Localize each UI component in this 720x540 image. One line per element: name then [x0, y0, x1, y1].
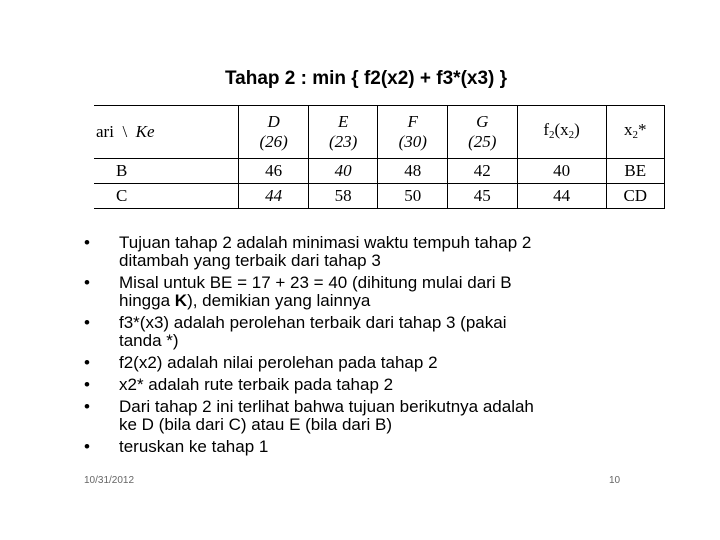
bullet-icon: • — [84, 313, 90, 332]
col-header-x2: $x_2*$ — [606, 106, 664, 159]
list-item: • f3*(x3) adalah perolehan terbaik dari tahap 3 (pakai tanda *) — [84, 313, 507, 350]
cell-c-g: 45 — [448, 184, 518, 209]
col-header-e: E (23) — [308, 106, 378, 159]
list-item: • Misal untuk BE = 17 + 23 = 40 (dihitung mulai dari B hingga K), demikian yang lainnya — [84, 273, 512, 310]
table-row — [94, 159, 665, 184]
cell-c-f: 50 — [378, 184, 448, 209]
list-item: • Dari tahap 2 ini terlihat bahwa tujuan berikutnya adalah ke D (bila dari C) atau E (bila dari B) — [84, 397, 534, 434]
corner-separator: \ — [122, 122, 128, 141]
corner-header — [94, 106, 239, 159]
cell-c-e: 58 — [308, 184, 378, 209]
bullet-icon: • — [84, 353, 90, 372]
bullet-icon: • — [84, 375, 90, 394]
bullet-icon: • — [84, 397, 90, 416]
cell-c-x2: CD — [606, 184, 664, 209]
slide-title: Tahap 2 : min { f2(x2) + f3*(x3) } — [224, 68, 508, 89]
cell-b-f: 48 — [378, 159, 448, 184]
list-item: • x2* adalah rute terbaik pada tahap 2 — [84, 375, 394, 394]
cell-c-f2: 44 — [517, 184, 606, 209]
cell-b-x2: BE — [606, 159, 664, 184]
footer-date: 10/31/2012 — [84, 475, 135, 486]
stage-2-table — [94, 105, 665, 209]
cell-b-e: 40 — [308, 159, 378, 184]
col-header-f: F (30) — [378, 106, 448, 159]
table-header-row — [94, 106, 665, 159]
list-item: • Tujuan tahap 2 adalah minimasi waktu tempuh tahap 2 ditambah yang terbaik dari tahap 3 — [84, 233, 532, 270]
corner-to-label: Ke — [135, 122, 155, 141]
cell-b-f2: 40 — [517, 159, 606, 184]
page-number: 10 — [609, 475, 621, 486]
cell-b-g: 42 — [448, 159, 518, 184]
bullet-icon: • — [84, 233, 90, 252]
col-header-f2: $f_2(x_2)$ — [517, 106, 606, 159]
bullet-icon: • — [84, 273, 90, 292]
list-item: • teruskan ke tahap 1 — [84, 437, 269, 456]
list-item: • f2(x2) adalah nilai perolehan pada tahap 2 — [84, 353, 438, 372]
table-row — [94, 184, 665, 209]
bullet-list — [82, 234, 642, 460]
col-header-g: G (25) — [448, 106, 518, 159]
cell-c-d: 44 — [239, 184, 309, 209]
cell-b-d: 46 — [239, 159, 309, 184]
corner-from-label: ari — [96, 122, 114, 141]
col-header-d: D (26) — [239, 106, 309, 159]
row-label-c: C — [94, 184, 239, 209]
bullet-icon: • — [84, 437, 90, 456]
row-label-b: B — [94, 159, 239, 184]
